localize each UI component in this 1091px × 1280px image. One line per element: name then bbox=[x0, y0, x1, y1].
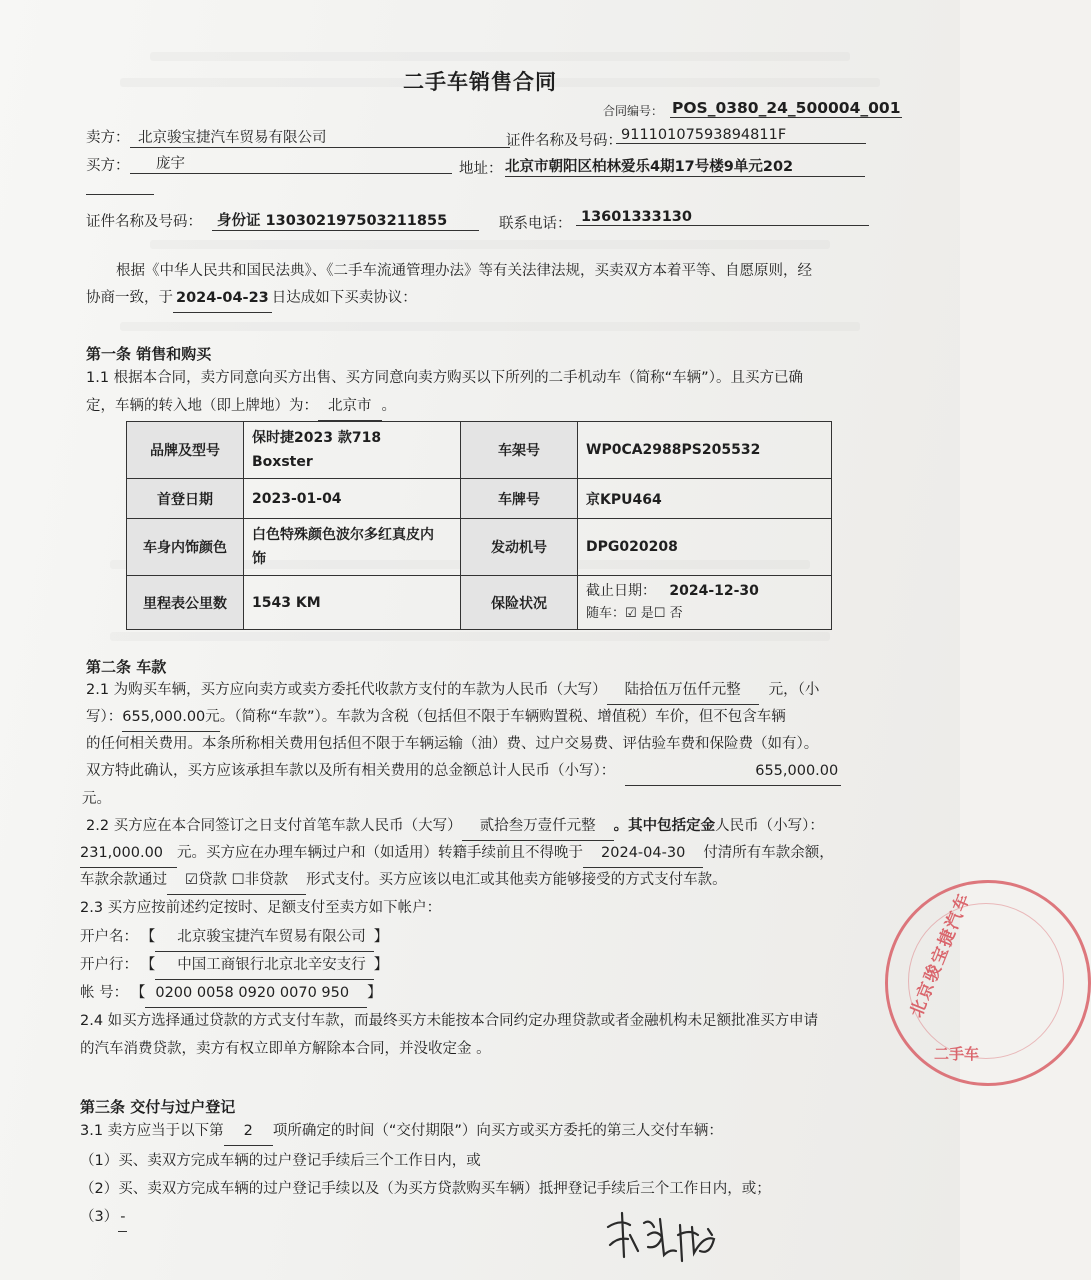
transfer-city: 北京市 bbox=[318, 393, 382, 421]
account-number-row: 帐 号： 【 0200 0058 0920 0070 950 】 bbox=[80, 980, 382, 1008]
company-seal bbox=[885, 880, 1091, 1086]
article-2-2-line-3 bbox=[80, 867, 727, 895]
brand-value-line-1: 保时捷2023 款718 bbox=[252, 430, 382, 446]
article-2-1-text-c: 写）： bbox=[86, 709, 123, 725]
seller-name: 北京骏宝捷汽车贸易有限公司 bbox=[130, 126, 510, 148]
article-3-option-1: （1）买、卖双方完成车辆的过户登记手续后三个工作日内，或 bbox=[80, 1153, 481, 1169]
bank-row: 开户行： 【 中国工商银行北京北辛安支行 】 bbox=[80, 952, 388, 980]
payment-method: ☑贷款 ☐非贷款 bbox=[167, 867, 306, 895]
table-row bbox=[127, 576, 832, 630]
brand-label: 品牌及型号 bbox=[127, 422, 244, 479]
color-value-line-1: 白色特殊颜色波尔多红真皮内 bbox=[252, 527, 434, 543]
table-row bbox=[127, 519, 832, 576]
first-payment-in-figures: 231,000.00 bbox=[80, 840, 177, 868]
color-value bbox=[244, 519, 461, 576]
seller-label: 卖方： bbox=[86, 130, 130, 146]
buyer-id-value: 身份证 130302197503211855 bbox=[212, 209, 479, 231]
account-name-row: 开户名： 【 北京骏宝捷汽车贸易有限公司 】 bbox=[80, 924, 388, 952]
plate-value: 京KPU464 bbox=[578, 479, 832, 519]
preamble-text-a: 协商一致，于 bbox=[86, 290, 173, 306]
mileage-label: 里程表公里数 bbox=[127, 576, 244, 630]
total-amount: 655,000.00 bbox=[625, 758, 841, 786]
article-2-2-text-c: 人民币（小写）： bbox=[715, 818, 824, 834]
balance-due-date: 2024-04-30 bbox=[583, 840, 703, 868]
color-label: 车身内饰颜色 bbox=[127, 519, 244, 576]
document-title: 二手车销售合同 bbox=[403, 70, 557, 94]
registration-date-value: 2023-01-04 bbox=[244, 479, 461, 519]
article-3-title: 第三条 交付与过户登记 bbox=[80, 1098, 236, 1116]
article-2-2-text-f: 车款余款通过 bbox=[80, 872, 167, 888]
color-value-line-2: 饰 bbox=[252, 551, 266, 567]
buyer-address-continuation bbox=[86, 194, 154, 195]
account-name-label: 开户名： bbox=[80, 929, 138, 945]
article-1-para-line-1: 1.1 根据本合同，卖方同意向买方出售、买方同意向卖方购买以下所列的二手机动车（简称“车辆”）。且买方已确 bbox=[86, 370, 803, 386]
engine-value: DPG020208 bbox=[578, 519, 832, 576]
price-in-words: 陆拾伍万伍仟元整 bbox=[607, 677, 759, 705]
registration-date-label: 首登日期 bbox=[127, 479, 244, 519]
agreement-date: 2024-04-23 bbox=[173, 285, 272, 313]
article-2-2-line-2 bbox=[80, 840, 834, 868]
article-2-2-line-1 bbox=[86, 813, 824, 841]
article-3-option-3 bbox=[80, 1204, 127, 1232]
preamble-text-b: 日达成如下买卖协议： bbox=[271, 290, 417, 306]
article-2-4-line-1: 2.4 如买方选择通过贷款的方式支付车款，而最终买方未能按本合同约定办理贷款或者金融机构未足额批准买方申请 bbox=[80, 1013, 819, 1029]
table-row bbox=[127, 422, 832, 479]
delivery-item-number: 2 bbox=[224, 1118, 273, 1146]
price-in-figures: 655,000.00元 bbox=[122, 704, 220, 732]
plate-label: 车牌号 bbox=[461, 479, 578, 519]
account-number: 0200 0058 0920 0070 950 bbox=[145, 980, 367, 1008]
article-2-2-text-d: 元。买方应在办理车辆过户和（如适用）转籍手续前且不得晚于 bbox=[177, 845, 584, 861]
seller-id-label: 证件名称及号码： bbox=[506, 133, 622, 149]
article-2-1-line-5: 元。 bbox=[82, 791, 111, 807]
article-3-option-2: （2）买、卖双方完成车辆的过户登记手续以及（为买方贷款购买车辆）抵押登记手续后三个工作日内，或； bbox=[80, 1181, 771, 1197]
buyer-name: 庞宇 bbox=[130, 152, 452, 174]
vin-label: 车架号 bbox=[461, 422, 578, 479]
vehicle-info-table bbox=[126, 421, 832, 630]
company-seal-tail: 二手车 bbox=[934, 1045, 980, 1063]
insurance-value bbox=[578, 576, 832, 630]
article-2-2-text-a: 2.2 买方应在本合同签订之日支付首笔车款人民币（大写） bbox=[86, 818, 462, 834]
buyer-address-label: 地址： bbox=[459, 161, 503, 177]
article-2-2-text-b: 。其中包括定金 bbox=[613, 818, 716, 834]
insurance-with-car: 随车：☑ 是☐ 否 bbox=[586, 606, 683, 621]
article-2-1-text-a: 2.1 为购买车辆，买方应向卖方或卖方委托代收款方支付的车款为人民币（大写） bbox=[86, 682, 607, 698]
article-3-option-3-label: （3） bbox=[80, 1209, 119, 1225]
account-number-label: 帐 号： bbox=[80, 985, 129, 1001]
article-2-1-text-b: 元，（小 bbox=[768, 682, 820, 698]
insurance-expiry-value: 2024-12-30 bbox=[669, 583, 759, 599]
contract-no-value: POS_0380_24_500004_001 bbox=[672, 99, 901, 117]
article-2-1-line-2 bbox=[86, 704, 786, 732]
contract-no-label: 合同编号： bbox=[603, 104, 664, 118]
buyer-label: 买方： bbox=[86, 158, 130, 174]
buyer-id-label: 证件名称及号码： bbox=[86, 214, 202, 230]
brand-value-line-2: Boxster bbox=[252, 454, 313, 470]
seller-id-value: 91110107593894811F bbox=[616, 127, 866, 144]
buyer-phone-value: 13601333130 bbox=[576, 209, 869, 226]
article-2-2-text-e: 付清所有车款余额， bbox=[703, 845, 834, 861]
brand-value bbox=[244, 422, 461, 479]
article-2-1-line-3: 的任何相关费用。本条所称相关费用包括但不限于车辆运输（油）费、过户交易费、评估验车费和保险费（如有）。 bbox=[86, 736, 819, 752]
article-2-2-text-g: 形式支付。买方应该以电汇或其他卖方能够接受的方式支付车款。 bbox=[306, 872, 727, 888]
account-name: 北京骏宝捷汽车贸易有限公司 bbox=[155, 924, 374, 952]
article-2-1-line-4 bbox=[86, 758, 841, 786]
article-2-1-text-d: 。（简称“车款”）。车款为含税（包括但不限于车辆购置税、增值税）车价，但不包含车辆 bbox=[219, 709, 786, 725]
article-3-1-text-a: 3.1 卖方应当于以下第 bbox=[80, 1123, 224, 1139]
preamble-line-1: 根据《中华人民共和国民法典》、《二手车流通管理办法》等有关法律法规，买卖双方本着平等、自愿原则，经 bbox=[116, 263, 812, 279]
article-3-1-text-b: 项所确定的时间（“交付期限”）向买方或买方委托的第三人交付车辆： bbox=[272, 1123, 723, 1139]
article-2-3: 2.3 买方应按前述约定按时、足额支付至卖方如下帐户： bbox=[80, 900, 442, 916]
mileage-value: 1543 KM bbox=[244, 576, 461, 630]
article-3-option-3-value: - bbox=[118, 1204, 127, 1232]
article-1-para-line-2 bbox=[86, 393, 396, 421]
insurance-expiry-label: 截止日期： bbox=[586, 583, 656, 599]
bank-label: 开户行： bbox=[80, 957, 138, 973]
first-payment-in-words: 贰拾叁万壹仟元整 bbox=[462, 813, 614, 841]
handwritten-signature bbox=[600, 1205, 730, 1275]
article-1-text-b: 。 bbox=[381, 398, 396, 414]
article-2-title: 第二条 车款 bbox=[86, 658, 167, 676]
bank-name: 中国工商银行北京北辛安支行 bbox=[155, 952, 374, 980]
article-1-title: 第一条 销售和购买 bbox=[86, 345, 212, 363]
table-row bbox=[127, 479, 832, 519]
engine-label: 发动机号 bbox=[461, 519, 578, 576]
preamble-line-2 bbox=[86, 285, 417, 313]
buyer-address-value: 北京市朝阳区柏林爱乐4期17号楼9单元202 bbox=[505, 155, 865, 177]
article-1-text-a: 定，车辆的转入地（即上牌地）为： bbox=[86, 398, 318, 414]
article-3-1 bbox=[80, 1118, 723, 1146]
article-2-1-line-1 bbox=[86, 677, 819, 705]
company-seal-text: 北京骏宝捷汽车 bbox=[906, 889, 976, 1021]
insurance-label: 保险状况 bbox=[461, 576, 578, 630]
buyer-phone-label: 联系电话： bbox=[499, 216, 572, 232]
vin-value: WP0CA2988PS205532 bbox=[578, 422, 832, 479]
article-2-4-line-2: 的汽车消费贷款，卖方有权立即单方解除本合同，并没收定金 。 bbox=[80, 1041, 491, 1057]
article-2-1-text-e: 双方特此确认，买方应该承担车款以及所有相关费用的总金额总计人民币（小写）： bbox=[86, 763, 616, 779]
